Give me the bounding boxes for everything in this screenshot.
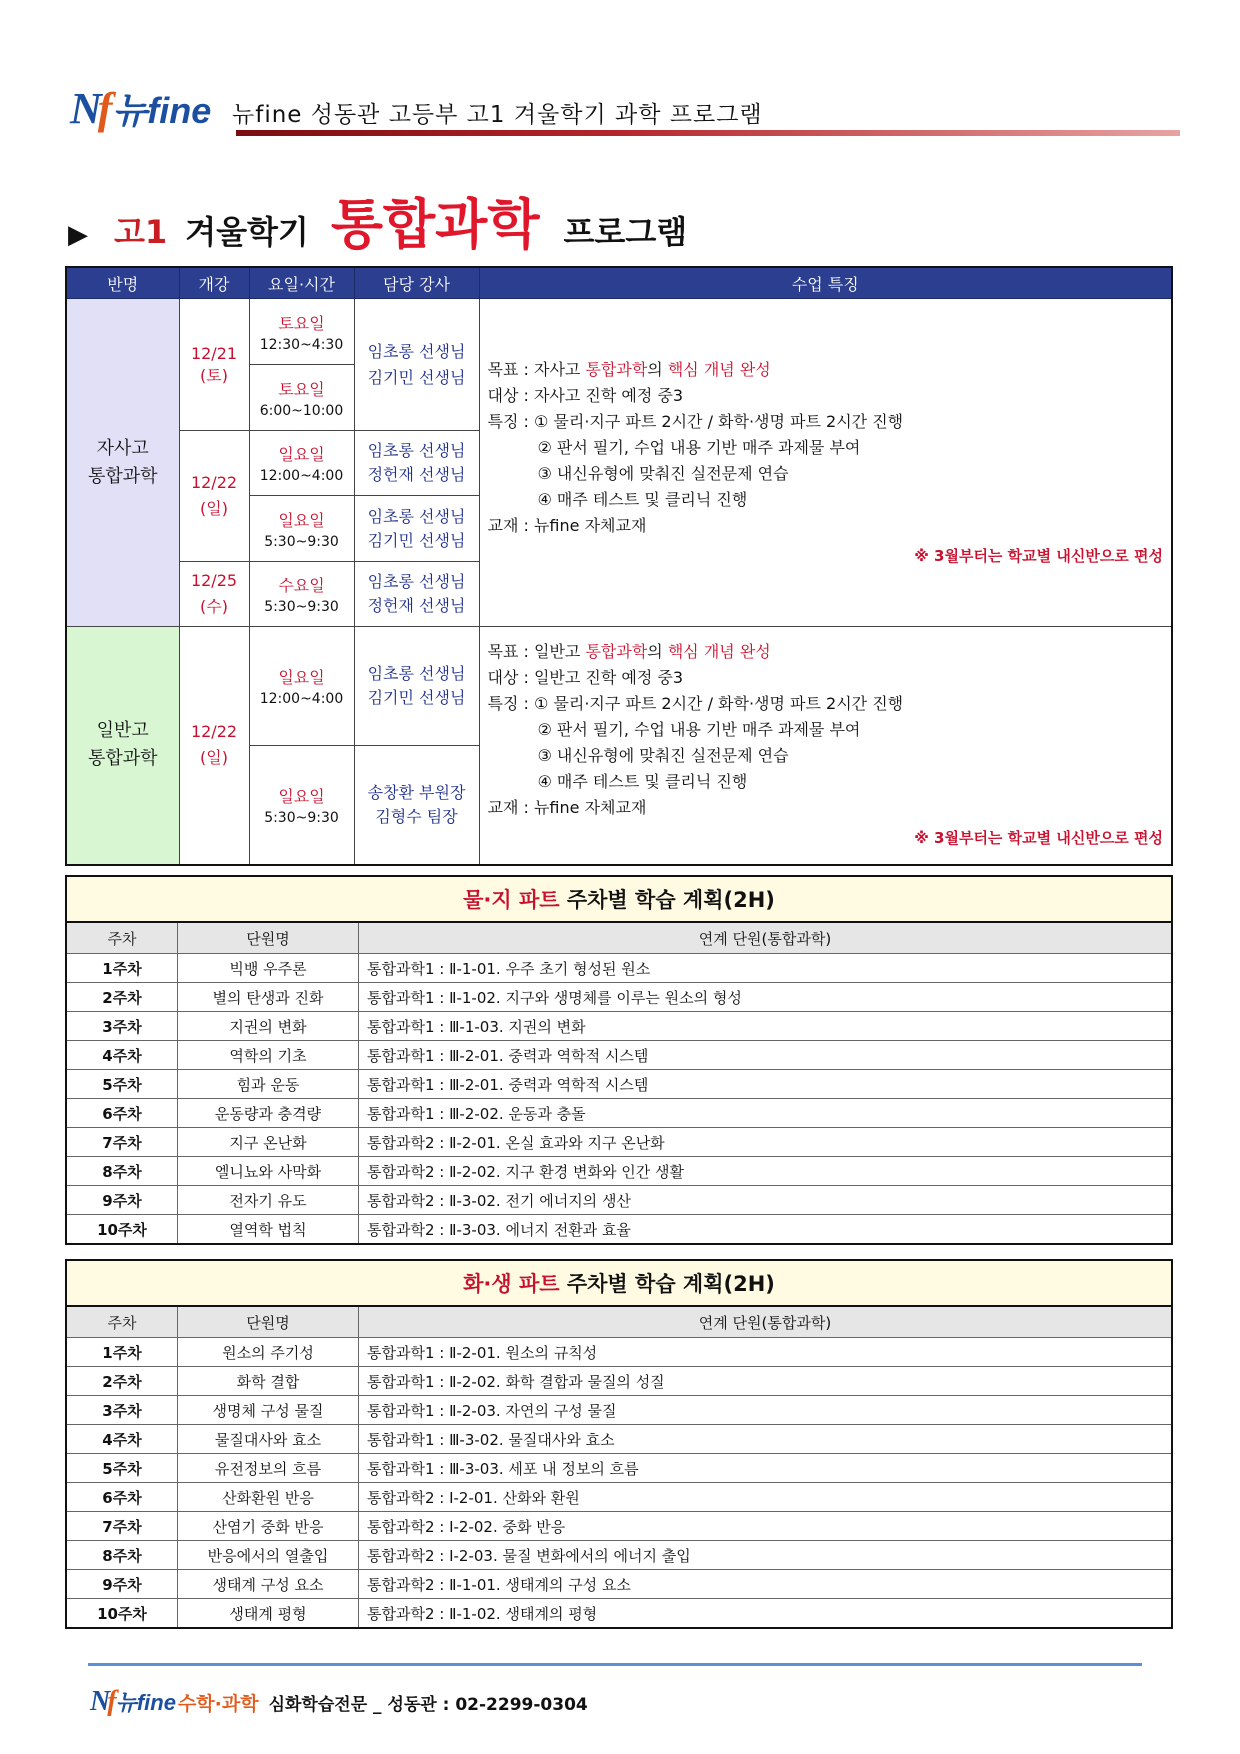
session-a4: 일요일 5:30~9:30 (249, 496, 354, 562)
unit-cell: 역학의 기초 (178, 1041, 359, 1070)
logo-mark: Nf (70, 84, 109, 133)
footer-logo-mark: Nf (90, 1686, 114, 1717)
linked-unit-cell: 통합과학1 : Ⅲ-1-03. 지권의 변화 (359, 1012, 1173, 1041)
footer (90, 1686, 588, 1718)
table-row (66, 1541, 1172, 1570)
table-row (66, 1570, 1172, 1599)
title-semester: 겨울학기 (185, 213, 309, 251)
week-cell: 2주차 (66, 1367, 178, 1396)
header-unit: 단원명 (178, 922, 359, 954)
linked-unit-cell: 통합과학1 : Ⅲ-3-02. 물질대사와 효소 (359, 1425, 1173, 1454)
table-row (66, 1599, 1172, 1629)
unit-cell: 반응에서의 열출입 (178, 1541, 359, 1570)
header-week: 주차 (66, 1306, 178, 1338)
table-row (66, 954, 1172, 983)
week-cell: 3주차 (66, 1012, 178, 1041)
title-subject: 통합과학 (330, 193, 540, 256)
feature-2: ② 판서 필기, 수업 내용 기반 매주 과제물 부여 (537, 437, 861, 457)
goal-line: 목표 : 자사고 통합과학의 핵심 개념 완성 (487, 359, 771, 379)
textbook-line: 교재 : 뉴fine 자체교재 (487, 515, 647, 535)
table-row (66, 1070, 1172, 1099)
unit-cell: 별의 탄생과 진화 (178, 983, 359, 1012)
table-row (66, 1128, 1172, 1157)
unit-cell: 생태계 평형 (178, 1599, 359, 1629)
week-cell: 5주차 (66, 1070, 178, 1099)
brand-logo (70, 84, 211, 134)
unit-cell: 지권의 변화 (178, 1012, 359, 1041)
week-cell: 8주차 (66, 1541, 178, 1570)
header-unit: 단원명 (178, 1306, 359, 1338)
week-cell: 10주차 (66, 1599, 178, 1629)
unit-cell: 생태계 구성 요소 (178, 1570, 359, 1599)
unit-cell: 지구 온난화 (178, 1128, 359, 1157)
table-row (66, 1396, 1172, 1425)
schedule-header-row (66, 267, 1172, 299)
unit-cell: 유전정보의 흐름 (178, 1454, 359, 1483)
linked-unit-cell: 통합과학2 : Ⅱ-1-02. 생태계의 평형 (359, 1599, 1173, 1629)
header-week: 주차 (66, 922, 178, 954)
target-line: 대상 : 일반고 진학 예정 중3 (487, 668, 684, 688)
week-cell: 6주차 (66, 1099, 178, 1128)
linked-unit-cell: 통합과학2 : Ⅱ-2-01. 온실 효과와 지구 온난화 (359, 1128, 1173, 1157)
unit-cell: 물질대사와 효소 (178, 1425, 359, 1454)
week-cell: 6주차 (66, 1483, 178, 1512)
week-cell: 3주차 (66, 1396, 178, 1425)
target-line: 대상 : 자사고 진학 예정 중3 (487, 385, 684, 405)
week-cell: 7주차 (66, 1512, 178, 1541)
session-a1: 토요일 12:30~4:30 (249, 299, 354, 365)
table-row (66, 1454, 1172, 1483)
linked-unit-cell: 통합과학1 : Ⅱ-2-01. 원소의 규칙성 (359, 1338, 1173, 1367)
linked-unit-cell: 통합과학1 : Ⅱ-1-02. 지구와 생명체를 이루는 원소의 형성 (359, 983, 1173, 1012)
linked-unit-cell: 통합과학2 : Ⅰ-2-03. 물질 변화에서의 에너지 출입 (359, 1541, 1173, 1570)
goal-line: 목표 : 일반고 통합과학의 핵심 개념 완성 (487, 642, 771, 662)
notice: ※ 3월부터는 학교별 내신반으로 편성 (914, 546, 1163, 565)
header-open: 개강 (179, 267, 249, 299)
footer-contact: 심화학습전문 _ 성동관 : 02-2299-0304 (268, 1695, 588, 1715)
header-divider (236, 130, 1180, 136)
open-date-a2: 12/22 (일) (179, 431, 249, 562)
triangle-arrow-icon: ▶ (68, 220, 88, 250)
footer-logo-wordmark: 뉴fine (115, 1690, 176, 1715)
linked-unit-cell: 통합과학2 : Ⅱ-1-01. 생태계의 구성 요소 (359, 1570, 1173, 1599)
unit-cell: 산화환원 반응 (178, 1483, 359, 1512)
linked-unit-cell: 통합과학2 : Ⅱ-3-02. 전기 에너지의 생산 (359, 1186, 1173, 1215)
unit-cell: 생명체 구성 물질 (178, 1396, 359, 1425)
unit-cell: 화학 결합 (178, 1367, 359, 1396)
table-row (66, 1512, 1172, 1541)
class-name-b: 일반고 통합과학 (66, 627, 179, 865)
unit-cell: 빅뱅 우주론 (178, 954, 359, 983)
week-cell: 1주차 (66, 954, 178, 983)
table-row (66, 1186, 1172, 1215)
unit-cell: 열역학 법칙 (178, 1215, 359, 1245)
feature-3: ③ 내신유형에 맞춰진 실전문제 연습 (537, 746, 789, 766)
header-time: 요일·시간 (249, 267, 354, 299)
teachers-a2: 임초롱 선생님 정헌재 선생님 (354, 431, 479, 496)
page-title (68, 182, 687, 259)
week-cell: 1주차 (66, 1338, 178, 1367)
table-row (66, 1012, 1172, 1041)
unit-cell: 힘과 운동 (178, 1070, 359, 1099)
table-row (66, 983, 1172, 1012)
footer-divider (88, 1663, 1142, 1666)
linked-unit-cell: 통합과학1 : Ⅱ-1-01. 우주 초기 형성된 원소 (359, 954, 1173, 983)
table-row (66, 1041, 1172, 1070)
header-linked-unit: 연계 단원(통합과학) (359, 1306, 1173, 1338)
title-program: 프로그램 (563, 213, 688, 251)
table-row (66, 1157, 1172, 1186)
header-teacher: 담당 강사 (354, 267, 479, 299)
session-b2: 일요일 5:30~9:30 (249, 746, 354, 865)
feature-4: ④ 매주 테스트 및 클리닉 진행 (537, 489, 748, 509)
class-name-a: 자사고 통합과학 (66, 299, 179, 627)
feature-1: 특징 : ① 물리·지구 파트 2시간 / 화학·생명 파트 2시간 진행 (487, 694, 904, 714)
header-title: 뉴fine 성동관 고등부 고1 겨울학기 과학 프로그램 (232, 102, 763, 128)
linked-unit-cell: 통합과학1 : Ⅱ-2-03. 자연의 구성 물질 (359, 1396, 1173, 1425)
open-date-a1: 12/21 (토) (179, 299, 249, 431)
week-cell: 7주차 (66, 1128, 178, 1157)
teachers-b2: 송창환 부원장 김형수 팀장 (354, 746, 479, 865)
linked-unit-cell: 통합과학2 : Ⅱ-3-03. 에너지 전환과 효율 (359, 1215, 1173, 1245)
header-linked-unit: 연계 단원(통합과학) (359, 922, 1173, 954)
schedule-table (65, 266, 1173, 866)
week-cell: 9주차 (66, 1570, 178, 1599)
notice: ※ 3월부터는 학교별 내신반으로 편성 (914, 829, 1163, 848)
session-a5: 수요일 5:30~9:30 (249, 562, 354, 627)
week-cell: 4주차 (66, 1041, 178, 1070)
linked-unit-cell: 통합과학2 : Ⅰ-2-01. 산화와 환원 (359, 1483, 1173, 1512)
header-features: 수업 특징 (479, 267, 1172, 299)
feature-4: ④ 매주 테스트 및 클리닉 진행 (537, 772, 748, 792)
session-b1: 일요일 12:00~4:00 (249, 627, 354, 746)
teachers-a3: 임초롱 선생님 김기민 선생님 (354, 496, 479, 562)
open-date-a3: 12/25 (수) (179, 562, 249, 627)
linked-unit-cell: 통합과학2 : Ⅱ-2-02. 지구 환경 변화와 인간 생활 (359, 1157, 1173, 1186)
week-cell: 10주차 (66, 1215, 178, 1245)
linked-unit-cell: 통합과학1 : Ⅲ-2-01. 중력과 역학적 시스템 (359, 1041, 1173, 1070)
features-b (479, 627, 1172, 865)
open-date-b: 12/22 (일) (179, 627, 249, 865)
session-a2: 토요일 6:00~10:00 (249, 365, 354, 431)
table-row (66, 1338, 1172, 1367)
table-row (66, 1425, 1172, 1454)
table-row (66, 1215, 1172, 1245)
title-grade: 고1 (114, 213, 168, 251)
linked-unit-cell: 통합과학1 : Ⅱ-2-02. 화학 결합과 물질의 성질 (359, 1367, 1173, 1396)
feature-1: 특징 : ① 물리·지구 파트 2시간 / 화학·생명 파트 2시간 진행 (487, 411, 904, 431)
unit-cell: 전자기 유도 (178, 1186, 359, 1215)
teachers-a4: 임초롱 선생님 정헌재 선생님 (354, 562, 479, 627)
linked-unit-cell: 통합과학2 : Ⅰ-2-02. 중화 반응 (359, 1512, 1173, 1541)
table-row (66, 1367, 1172, 1396)
chemistry-plan-title: 화·생 파트 주차별 학습 계획(2H) (66, 1260, 1172, 1306)
session-a3: 일요일 12:00~4:00 (249, 431, 354, 496)
table-row (66, 1099, 1172, 1128)
physics-plan-title: 물·지 파트 주차별 학습 계획(2H) (66, 876, 1172, 922)
linked-unit-cell: 통합과학1 : Ⅲ-2-01. 중력과 역학적 시스템 (359, 1070, 1173, 1099)
week-cell: 2주차 (66, 983, 178, 1012)
unit-cell: 엘니뇨와 사막화 (178, 1157, 359, 1186)
chemistry-plan-header-row (66, 1306, 1172, 1338)
linked-unit-cell: 통합과학1 : Ⅲ-2-02. 운동과 충돌 (359, 1099, 1173, 1128)
feature-3: ③ 내신유형에 맞춰진 실전문제 연습 (537, 463, 789, 483)
physics-plan-header-row (66, 922, 1172, 954)
chemistry-plan-table (65, 1259, 1173, 1629)
feature-2: ② 판서 필기, 수업 내용 기반 매주 과제물 부여 (537, 720, 861, 740)
unit-cell: 산염기 중화 반응 (178, 1512, 359, 1541)
week-cell: 4주차 (66, 1425, 178, 1454)
teachers-b1: 임초롱 선생님 김기민 선생님 (354, 627, 479, 746)
features-a (479, 299, 1172, 627)
logo-wordmark: 뉴fine (112, 90, 212, 131)
week-cell: 5주차 (66, 1454, 178, 1483)
teachers-a1: 임초롱 선생님 김기민 선생님 (354, 299, 479, 431)
week-cell: 9주차 (66, 1186, 178, 1215)
textbook-line: 교재 : 뉴fine 자체교재 (487, 798, 647, 818)
table-row (66, 1483, 1172, 1512)
unit-cell: 원소의 주기성 (178, 1338, 359, 1367)
linked-unit-cell: 통합과학1 : Ⅲ-3-03. 세포 내 정보의 흐름 (359, 1454, 1173, 1483)
week-cell: 8주차 (66, 1157, 178, 1186)
physics-plan-table (65, 875, 1173, 1245)
header-class: 반명 (66, 267, 179, 299)
unit-cell: 운동량과 충격량 (178, 1099, 359, 1128)
footer-subjects: 수학·과학 (177, 1693, 259, 1715)
